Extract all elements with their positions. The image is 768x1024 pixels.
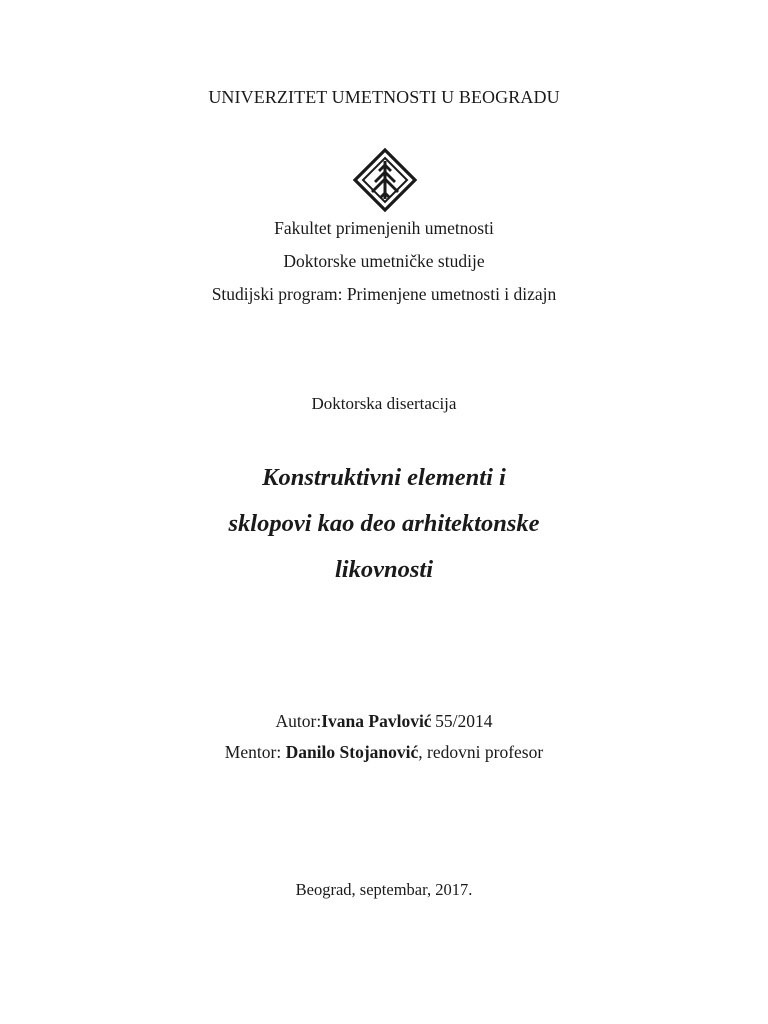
mentor-name: Danilo Stojanović [285, 742, 419, 762]
mentor-role: , redovni profesor [418, 742, 544, 762]
study-program: Studijski program: Primenjene umetnosti i dizajn [211, 284, 557, 304]
studies-name: Doktorske umetničke studije [283, 251, 485, 271]
document-type: Doktorska disertacija [311, 394, 457, 413]
thesis-title-line: sklopovi kao deo arhitektonske [228, 510, 540, 537]
mentor-label: Mentor: [224, 742, 282, 762]
author-name: Ivana Pavlović [321, 711, 432, 731]
thesis-title-line: likovnosti [334, 556, 433, 583]
university-emblem-icon [352, 147, 418, 213]
mentor-line [0, 742, 768, 763]
author-index: 55/2014 [435, 711, 493, 731]
university-name: UNIVERZITET UMETNOSTI U BEOGRADU [208, 87, 560, 107]
thesis-title-line: Konstruktivni elementi i [262, 464, 506, 491]
author-label: Autor: [275, 711, 322, 731]
place-and-date: Beograd, septembar, 2017. [295, 880, 473, 899]
faculty-name: Fakultet primenjenih umetnosti [274, 218, 494, 238]
author-line [0, 711, 768, 732]
